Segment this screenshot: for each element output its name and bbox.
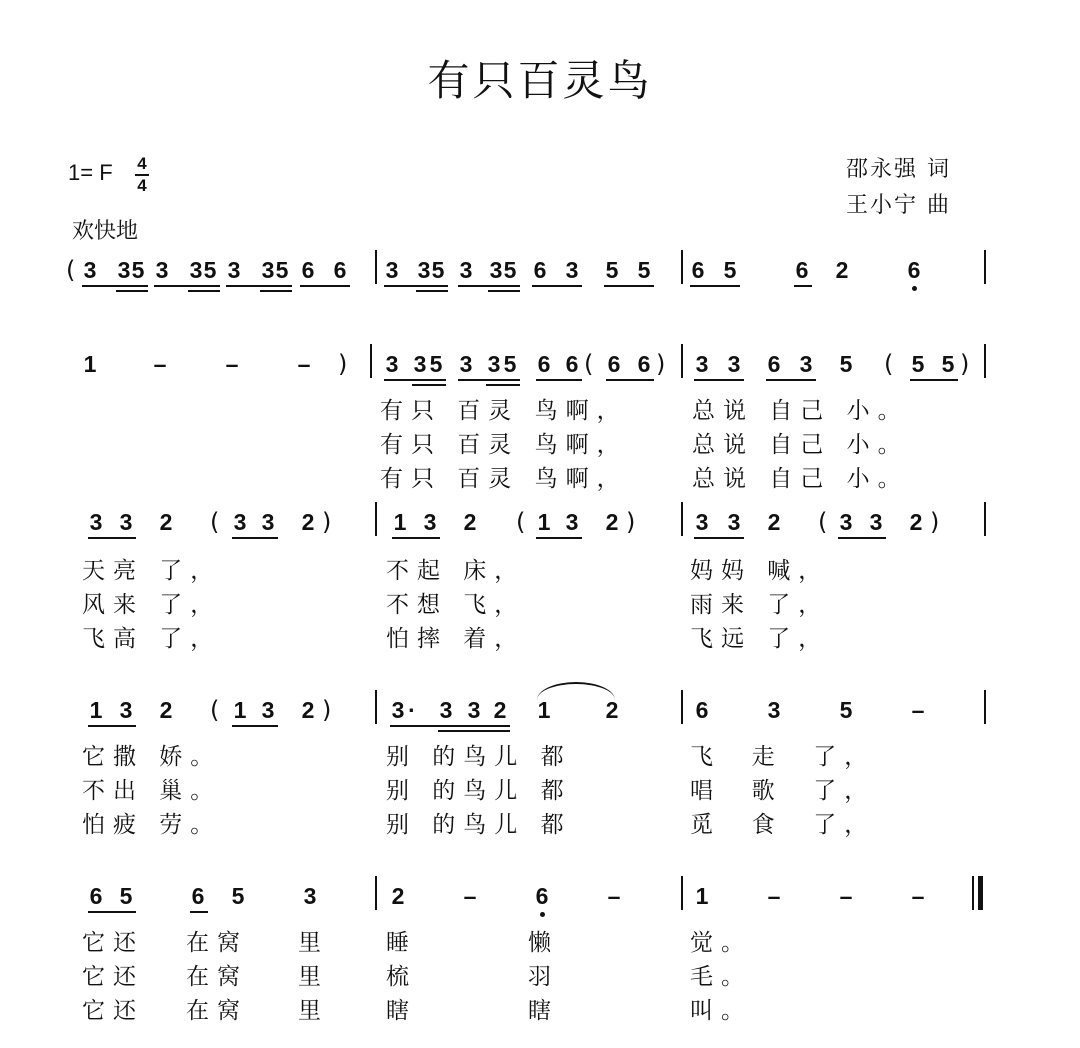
lyric-r2-v3-b: 总说 自己 小。 (692, 466, 909, 492)
beam-line (226, 285, 292, 287)
note: 2 (605, 509, 619, 535)
lyric-r5-v3-c: 里 (298, 998, 329, 1024)
note: 6 (907, 257, 921, 283)
bracket: ) (338, 350, 348, 378)
note: 6 (795, 257, 809, 283)
lyric-r5-v3-b: 在窝 (186, 998, 248, 1024)
lyric-r5-v3-e: 瞎 (528, 998, 559, 1024)
note: 5 (503, 257, 517, 283)
note: 5 (941, 351, 955, 377)
note: 3 (487, 351, 501, 377)
beam-line (690, 285, 740, 287)
note: – (911, 697, 925, 723)
bracket: ( (66, 256, 76, 284)
lyric-r4-v3-c: 觅 食 了， (690, 812, 876, 838)
beam-line (390, 725, 510, 727)
lyric-r4-v2-c: 唱 歌 了， (690, 778, 876, 804)
bracket: ( (210, 508, 220, 536)
note: 1 (83, 351, 97, 377)
bar-line (984, 250, 986, 284)
beam-line (458, 285, 520, 287)
key-signature: 1= F (68, 160, 113, 185)
lyric-r2-v2-b: 总说 自己 小。 (692, 432, 909, 458)
bracket: ) (960, 350, 970, 378)
note: 1 (695, 883, 709, 909)
bar-line (681, 344, 683, 378)
note: 3 (119, 697, 133, 723)
bar-line (972, 876, 974, 910)
beam-line (116, 290, 148, 292)
final-bar-line (978, 876, 983, 910)
beam-line (416, 290, 448, 292)
beam-line (532, 285, 582, 287)
note: 3 (413, 351, 427, 377)
lyric-r5-v2-c: 里 (298, 964, 329, 990)
note: 2 (835, 257, 849, 283)
bracket: ) (656, 350, 666, 378)
beam-line (458, 379, 520, 381)
note: 5 (119, 883, 133, 909)
note: 5 (429, 351, 443, 377)
note: 3 (727, 351, 741, 377)
note: 6 (89, 883, 103, 909)
note: 6 (767, 351, 781, 377)
lyric-r5-v1-e: 懒 (528, 930, 559, 956)
note: 1 (537, 697, 551, 723)
lyric-r3-v2-c: 雨来 了， (690, 592, 830, 618)
note: · (408, 697, 416, 723)
note: 3 (695, 351, 709, 377)
beam-line (838, 537, 886, 539)
beam-line (486, 384, 520, 386)
lyric-r5-v1-a: 它还 (82, 930, 144, 956)
beam-line (694, 537, 744, 539)
bar-line (370, 344, 372, 378)
note: 2 (463, 509, 477, 535)
bar-line (984, 502, 986, 536)
lyric-r2-v1-b: 总说 自己 小。 (692, 398, 909, 424)
bar-line (375, 502, 377, 536)
bracket: ) (930, 508, 940, 536)
note: 5 (911, 351, 925, 377)
beam-line (392, 537, 440, 539)
bar-line (375, 876, 377, 910)
note: 6 (301, 257, 315, 283)
beam-line (232, 725, 278, 727)
note: 6 (191, 883, 205, 909)
note: 2 (301, 697, 315, 723)
bar-line (681, 502, 683, 536)
bar-line (984, 690, 986, 724)
note: – (153, 351, 167, 377)
note: 2 (493, 697, 507, 723)
note: 3 (417, 257, 431, 283)
note: 6 (537, 351, 551, 377)
note: 2 (159, 697, 173, 723)
note: 2 (159, 509, 173, 535)
note: 5 (839, 351, 853, 377)
note: 1 (393, 509, 407, 535)
note: 6 (333, 257, 347, 283)
bracket: ( (818, 508, 828, 536)
note: – (225, 351, 239, 377)
note: 6 (695, 697, 709, 723)
note: 3 (261, 697, 275, 723)
lyric-r5-v1-d: 睡 (386, 930, 417, 956)
note: 3 (83, 257, 97, 283)
note: 2 (301, 509, 315, 535)
note: 3 (385, 351, 399, 377)
beam-line (260, 290, 292, 292)
note: 5 (431, 257, 445, 283)
beam-line (536, 379, 582, 381)
composer-credit: 王小宁 曲 (846, 193, 951, 218)
note: 5 (275, 257, 289, 283)
note: 3 (799, 351, 813, 377)
lyricist-credit: 邵永强 词 (846, 157, 951, 182)
beam-line (88, 911, 136, 913)
note: 5 (605, 257, 619, 283)
lyric-r5-v2-d: 梳 (386, 964, 417, 990)
lyric-r5-v2-b: 在窝 (186, 964, 248, 990)
beam-line (82, 285, 148, 287)
note: 3 (727, 509, 741, 535)
beam-line (694, 379, 744, 381)
note: 2 (767, 509, 781, 535)
note: 3 (423, 509, 437, 535)
lyric-r4-v1-a: 它撒 娇。 (82, 744, 222, 770)
beam-line (188, 290, 220, 292)
slur-mark (537, 682, 615, 700)
lyric-r4-v1-c: 飞 走 了， (690, 744, 876, 770)
note: 3 (489, 257, 503, 283)
note: 6 (533, 257, 547, 283)
note: 2 (605, 697, 619, 723)
beam-line (606, 379, 654, 381)
note: 3 (767, 697, 781, 723)
bracket: ( (884, 350, 894, 378)
octave-dot (540, 912, 545, 917)
lyric-r2-v1-a: 有只 百灵 鸟啊， (380, 398, 628, 424)
beam-line (88, 725, 136, 727)
lyric-r5-v3-d: 瞎 (386, 998, 417, 1024)
beam-line (88, 537, 136, 539)
bar-line (681, 876, 683, 910)
lyric-r4-v1-b: 别 的鸟儿 都 (386, 744, 572, 770)
beam-line (910, 379, 958, 381)
note: 3 (565, 257, 579, 283)
beam-line (438, 730, 510, 732)
note: 3 (439, 697, 453, 723)
note: 3 (117, 257, 131, 283)
lyric-r3-v1-a: 天亮 了， (82, 558, 222, 584)
note: 3 (695, 509, 709, 535)
bar-line (681, 690, 683, 724)
note: 3 (261, 509, 275, 535)
lyric-r3-v2-b: 不想 飞， (386, 592, 526, 618)
beam-line (300, 285, 350, 287)
lyric-r3-v3-a: 飞高 了， (82, 626, 222, 652)
time-signature-top: 4 (137, 154, 147, 173)
note: 3 (303, 883, 317, 909)
lyric-r4-v3-b: 别 的鸟儿 都 (386, 812, 572, 838)
lyric-r3-v3-b: 怕摔 着， (386, 626, 526, 652)
note: 3 (233, 509, 247, 535)
lyric-r3-v1-c: 妈妈 喊， (690, 558, 830, 584)
tempo-marking: 欢快地 (72, 219, 139, 244)
bracket: ( (210, 696, 220, 724)
note: 5 (723, 257, 737, 283)
note: 3 (155, 257, 169, 283)
note: 1 (89, 697, 103, 723)
note: 5 (637, 257, 651, 283)
bar-line (375, 250, 377, 284)
beam-line (384, 285, 448, 287)
note: 3 (189, 257, 203, 283)
song-title: 有只百灵鸟 (427, 56, 653, 105)
beam-line (766, 379, 816, 381)
bracket: ) (626, 508, 636, 536)
lyric-r5-v2-e: 羽 (528, 964, 559, 990)
note: 3 (227, 257, 241, 283)
lyric-r5-v3-a: 它还 (82, 998, 144, 1024)
note: 5 (231, 883, 245, 909)
note: 3 (385, 257, 399, 283)
note: 3 (869, 509, 883, 535)
note: 3 (467, 697, 481, 723)
note: 6 (607, 351, 621, 377)
beam-line (384, 379, 446, 381)
note: 1 (233, 697, 247, 723)
lyric-r2-v3-a: 有只 百灵 鸟啊， (380, 466, 628, 492)
lyric-r4-v3-a: 怕疲 劳。 (82, 812, 222, 838)
note: 3 (119, 509, 133, 535)
note: – (767, 883, 781, 909)
note: 3 (565, 509, 579, 535)
beam-line (536, 537, 582, 539)
lyric-r5-v1-b: 在窝 (186, 930, 248, 956)
note: 6 (637, 351, 651, 377)
note: 6 (565, 351, 579, 377)
note: 3 (459, 351, 473, 377)
note: 6 (535, 883, 549, 909)
bracket: ) (322, 696, 332, 724)
bar-line (681, 250, 683, 284)
beam-line (154, 285, 220, 287)
note: 3 (261, 257, 275, 283)
note: 3 (459, 257, 473, 283)
beam-line (412, 384, 446, 386)
note: 2 (391, 883, 405, 909)
lyric-r4-v2-a: 不出 巢。 (82, 778, 222, 804)
beam-line (794, 285, 812, 287)
note: 5 (503, 351, 517, 377)
beam-line (604, 285, 654, 287)
bracket: ( (584, 350, 594, 378)
lyric-r3-v1-b: 不起 床， (386, 558, 526, 584)
bar-line (375, 690, 377, 724)
lyric-r5-v3-f: 叫。 (690, 998, 752, 1024)
lyric-r2-v2-a: 有只 百灵 鸟啊， (380, 432, 628, 458)
lyric-r3-v2-a: 风来 了， (82, 592, 222, 618)
note: 1 (537, 509, 551, 535)
note: 6 (691, 257, 705, 283)
octave-dot (912, 286, 917, 291)
note: – (297, 351, 311, 377)
lyric-r5-v1-f: 觉。 (690, 930, 752, 956)
lyric-r5-v1-c: 里 (298, 930, 329, 956)
beam-line (190, 911, 208, 913)
time-signature-bottom: 4 (137, 176, 147, 195)
note: 2 (909, 509, 923, 535)
note: 5 (203, 257, 217, 283)
lyric-r5-v2-a: 它还 (82, 964, 144, 990)
bar-line (984, 344, 986, 378)
lyric-r4-v2-b: 别 的鸟儿 都 (386, 778, 572, 804)
note: 3 (89, 509, 103, 535)
bracket: ) (322, 508, 332, 536)
beam-line (232, 537, 278, 539)
lyric-r3-v3-c: 飞远 了， (690, 626, 830, 652)
bracket: ( (516, 508, 526, 536)
note: – (463, 883, 477, 909)
note: – (911, 883, 925, 909)
note: – (839, 883, 853, 909)
beam-line (488, 290, 520, 292)
note: 3 (839, 509, 853, 535)
time-signature (134, 154, 150, 196)
note: – (607, 883, 621, 909)
note: 5 (839, 697, 853, 723)
note: 5 (131, 257, 145, 283)
lyric-r5-v2-f: 毛。 (690, 964, 752, 990)
note: 3 (391, 697, 405, 723)
